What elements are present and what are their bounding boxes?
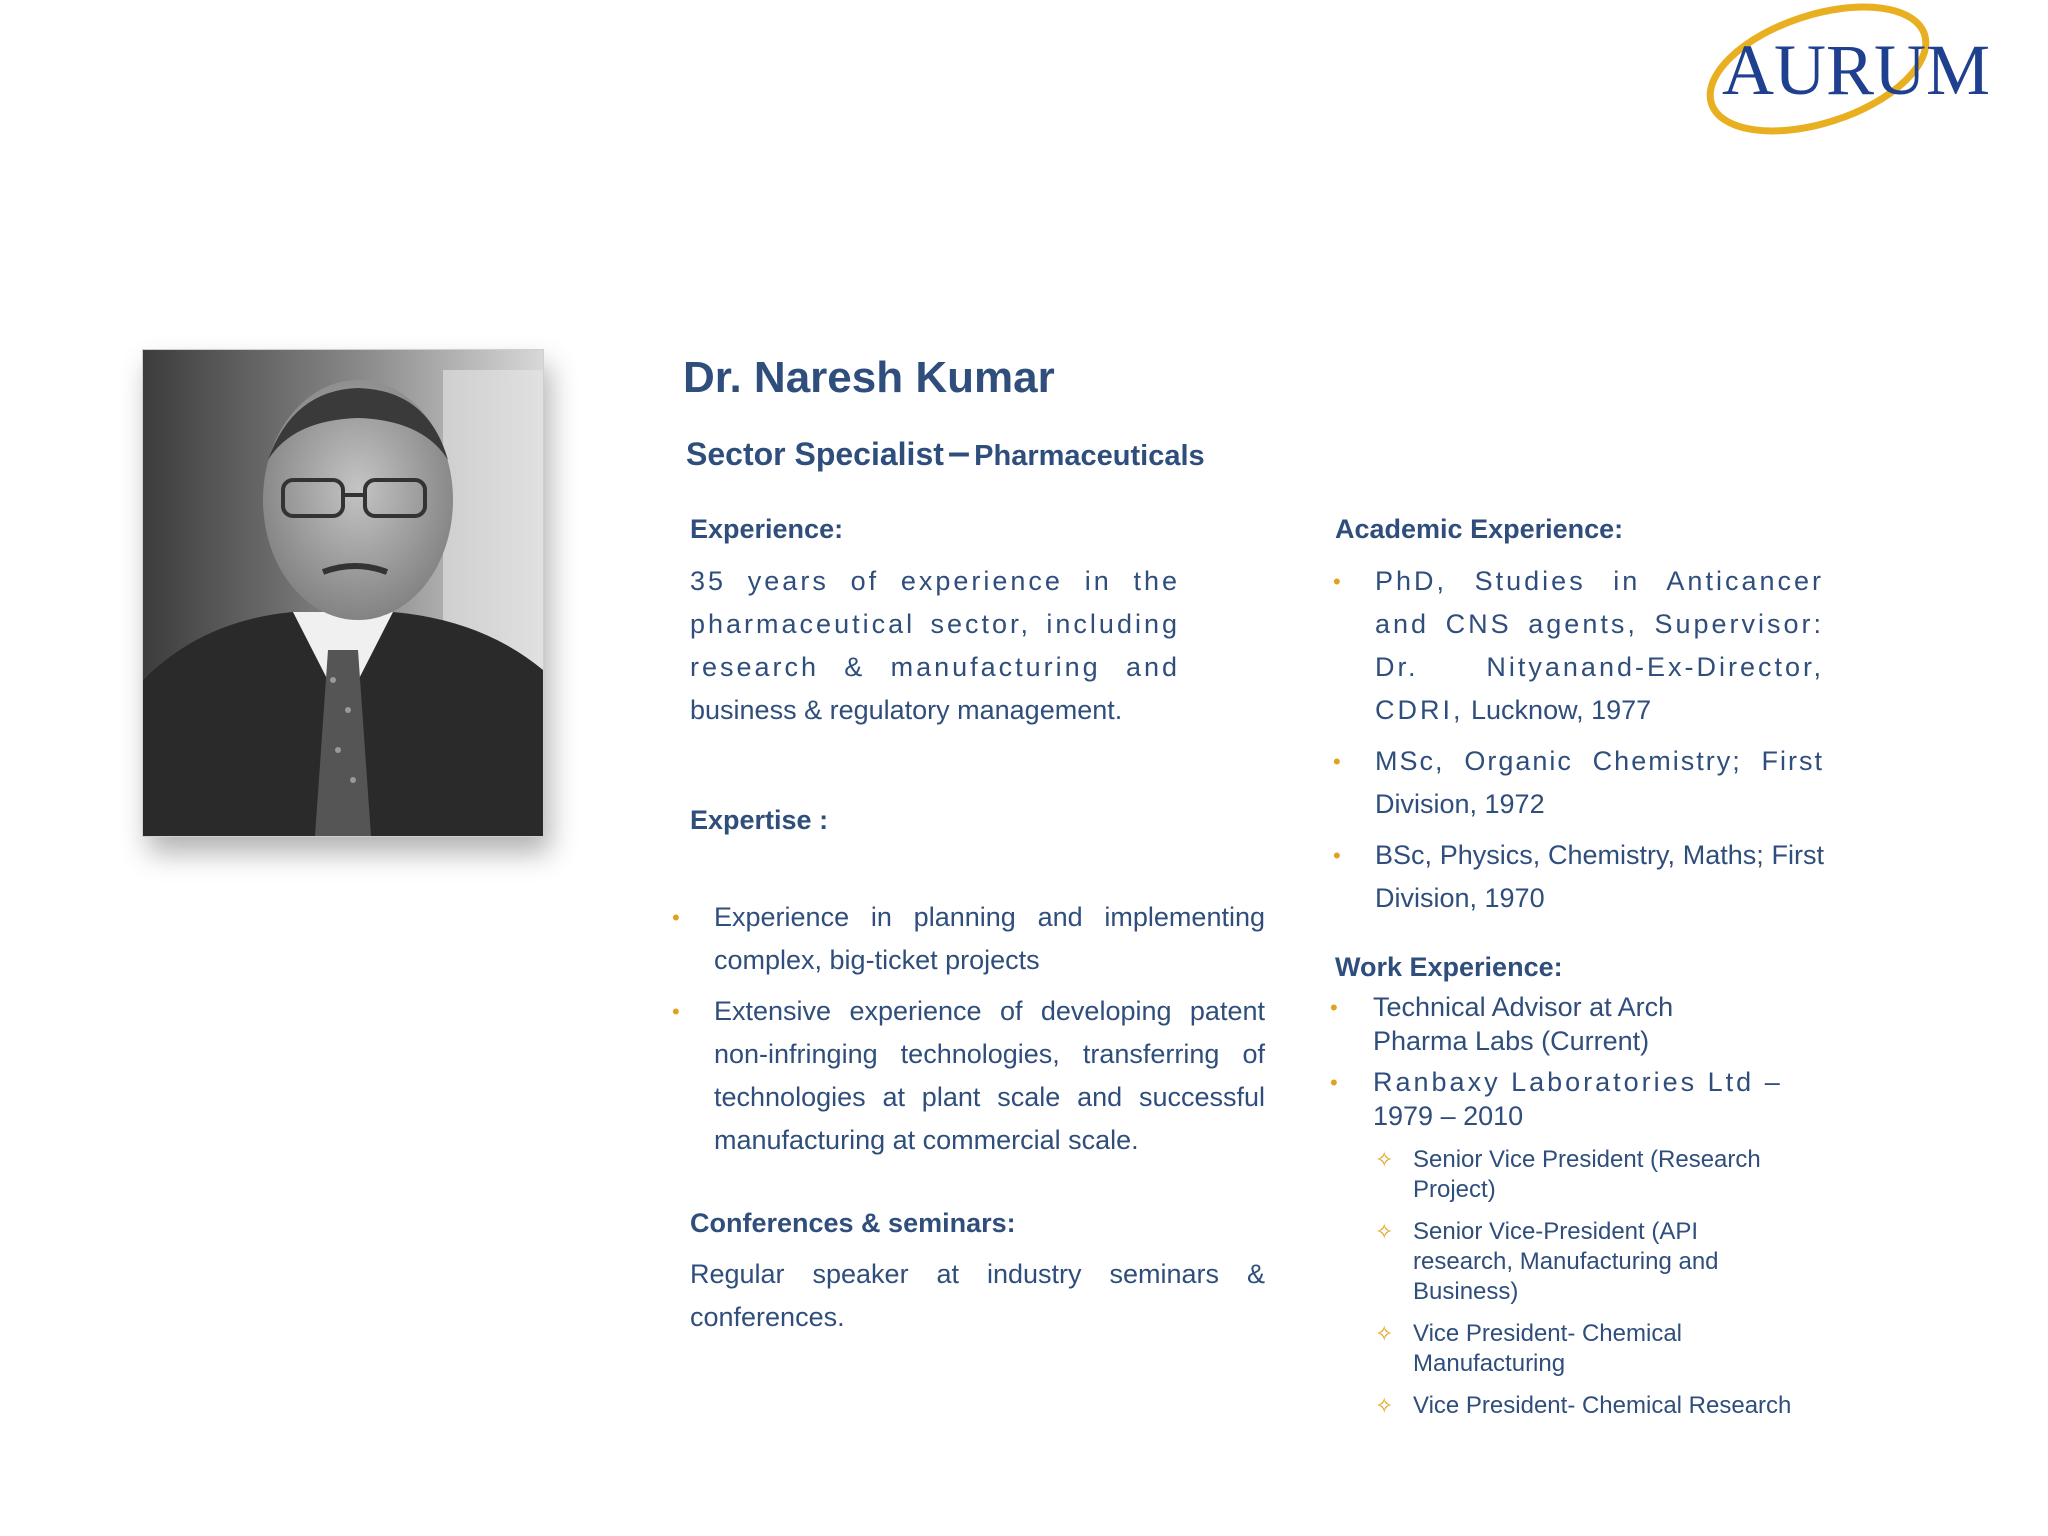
conferences-heading: Conferences & seminars: — [690, 1208, 1016, 1238]
expertise-item-text: Experience in planning and implementing complex, big-ticket projects — [714, 902, 1265, 975]
bullet-dot-icon: • — [1330, 995, 1338, 1020]
bullet-dot-icon: • — [1333, 569, 1341, 594]
role-dash: – — [947, 430, 971, 474]
experience-heading: Experience: — [690, 514, 844, 544]
portrait-illustration — [143, 350, 543, 836]
person-name: Dr. Naresh Kumar — [683, 353, 1055, 402]
academic-item-main: BSc, Physics, Chemistry, Maths; — [1375, 840, 1764, 870]
four-point-star-icon: ✧ — [1375, 1219, 1394, 1244]
academic-item-rest: Division, 1972 — [1375, 789, 1545, 819]
bullet-dot-icon: • — [672, 905, 680, 930]
four-point-star-icon: ✧ — [1375, 1393, 1394, 1418]
bullet-dot-icon: • — [1333, 749, 1341, 774]
expertise-heading: Expertise : — [690, 805, 829, 835]
role-label: Sector Specialist — [686, 436, 944, 472]
role-title — [686, 430, 1205, 475]
work-item-line1: Ranbaxy Laboratories Ltd – — [1373, 1067, 1783, 1097]
work-item-line2: Pharma Labs (Current) — [1373, 1026, 1650, 1056]
aurum-logo — [1690, 2, 2010, 137]
academic-item — [1333, 560, 1824, 732]
experience-text-end: business & regulatory management. — [690, 695, 1123, 725]
work-heading: Work Experience: — [1335, 952, 1563, 982]
sector-label: Pharmaceuticals — [974, 440, 1205, 472]
work-item — [1330, 990, 1800, 1058]
four-point-star-icon: ✧ — [1375, 1147, 1394, 1172]
aurum-logo-mark — [1690, 2, 2010, 137]
four-point-star-icon: ✧ — [1375, 1321, 1394, 1346]
role-item — [1373, 1145, 1793, 1205]
bullet-dot-icon: • — [1333, 843, 1341, 868]
work-item-line1: Technical Advisor at Arch — [1373, 992, 1674, 1022]
bullet-dot-icon: • — [672, 999, 680, 1024]
experience-text-main: 35 years of experience in the pharmaceutical sector, including research & manufacturing and — [690, 566, 1180, 682]
expertise-item — [672, 896, 1265, 982]
role-item — [1373, 1217, 1793, 1307]
academic-item-rest: Lucknow, 1977 — [1471, 695, 1652, 725]
role-item-text: Vice President- Chemical Manufacturing — [1413, 1320, 1683, 1377]
academic-heading: Academic Experience: — [1335, 514, 1624, 544]
academic-item — [1333, 834, 1824, 920]
role-item-text: Senior Vice-President (API research, Manufacturing and Business) — [1413, 1218, 1719, 1305]
work-list — [1330, 990, 1800, 1140]
academic-item — [1333, 740, 1824, 826]
experience-text — [690, 560, 1180, 732]
ranbaxy-roles-list — [1373, 1145, 1793, 1433]
academic-item-rest: First Division, 1970 — [1375, 840, 1824, 913]
work-item — [1330, 1065, 1800, 1133]
portrait-photo — [142, 349, 544, 837]
role-item-text: Senior Vice President (Research Project) — [1413, 1146, 1761, 1203]
role-item — [1373, 1391, 1793, 1421]
expertise-list — [672, 896, 1265, 1162]
academic-list — [1333, 560, 1824, 920]
bullet-dot-icon: • — [1330, 1070, 1338, 1095]
conferences-text: Regular speaker at industry seminars & conferences. — [690, 1259, 1265, 1332]
academic-item-main: MSc, Organic Chemistry; First — [1375, 746, 1824, 776]
role-item-text: Vice President- Chemical Research — [1413, 1392, 1792, 1419]
logo-text: AURUM — [1722, 30, 1991, 110]
expertise-item — [672, 990, 1265, 1162]
role-item — [1373, 1319, 1793, 1379]
work-item-line2: 1979 – 2010 — [1373, 1101, 1524, 1131]
expertise-item-text: Extensive experience of developing patent non-infringing technologies, transferring of technologies at plant scale and successful manufacturing at commercial scale. — [714, 996, 1265, 1155]
academic-item-main: PhD, Studies in Anticancer and CNS agents, Supervisor: Dr. Nityanand-Ex-Director, CDRI, — [1375, 566, 1824, 725]
